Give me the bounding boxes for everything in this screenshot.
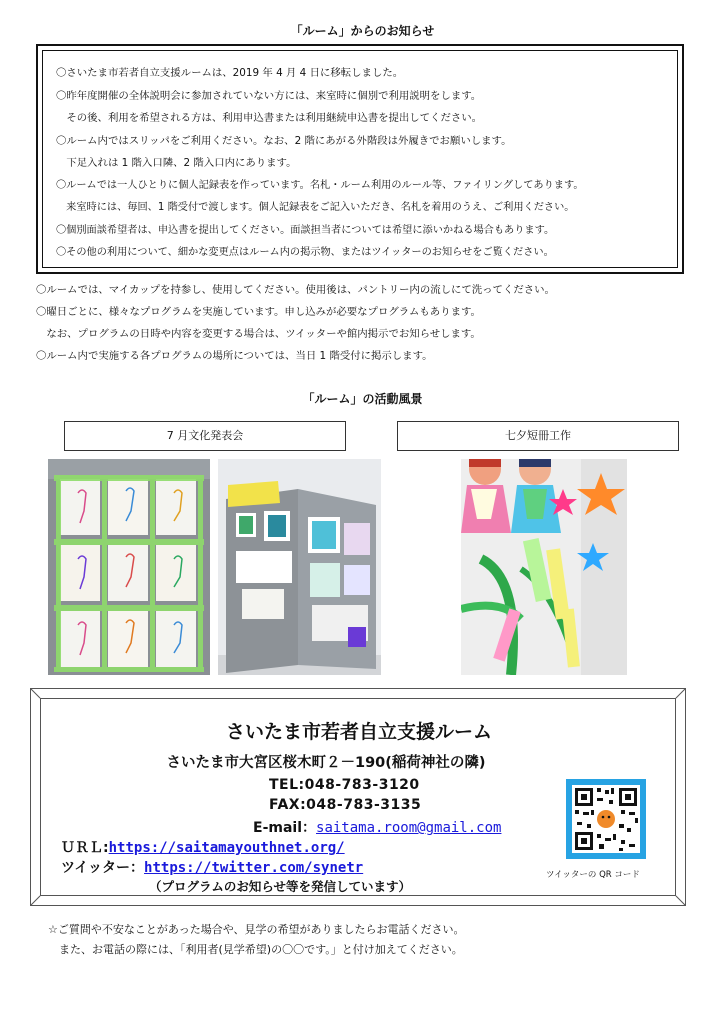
contact-box [30, 688, 686, 906]
url-label: ＵＲＬ: [61, 840, 109, 856]
notice-line: 〇個別面談希望者は、申込書を提出してください。面談担当者については希望に添いかねる場合もあります。 [56, 225, 555, 236]
footer-line: また、お電話の際には、「利用者(見学希望)の〇〇です。」と付け加えてください。 [48, 943, 463, 956]
twitter-link[interactable]: https://twitter.com/synetr [144, 860, 364, 876]
email-link[interactable]: saitama.room@gmail.com [316, 820, 502, 836]
notice-line: 〇ルームでは、マイカップを持参し、使用してください。使用後は、パントリー内の流しにて洗ってください。 [36, 284, 555, 296]
activity-label-tanabata: 七夕短冊工作 [397, 421, 679, 451]
notice-box [36, 44, 684, 274]
notice-line: 〇曜日ごとに、様々なプログラムを実施しています。申し込みが必要なプログラムもあります。 [36, 306, 481, 318]
notice-line: 〇さいたま市若者自立支援ルームは、2019 年 4 月 4 日に移転しました。 [56, 67, 404, 79]
qr-caption: ツイッターの QR コード [546, 870, 640, 880]
notice-line: なお、プログラムの日時や内容を変更する場合は、ツイッターや館内掲示でお知らせします。 [36, 328, 481, 340]
notice-line: 〇昨年度開催の全体説明会に参加されていない方には、来室時に個別で利用説明をします。 [56, 90, 482, 102]
qr-code-icon[interactable] [566, 779, 646, 859]
notice-line: 〇ルーム内で実施する各プログラムの場所については、当日 1 階受付に掲示します。 [36, 350, 433, 362]
notice-line: その後、利用を希望される方は、利用申込書または利用継続申込書を提出してください。 [56, 112, 483, 124]
notice-line: 〇その他の利用について、細かな変更点はルーム内の掲示物、またはツイッターのお知らせをご覧ください。 [56, 247, 554, 258]
notice-box-inner [42, 50, 678, 268]
photo-display-board [218, 459, 381, 675]
footer-line: ☆ご質問や不安なことがあった場合や、見学の希望がありましたらお電話ください。 [48, 923, 465, 936]
tel: TEL:048-783-3120 [269, 777, 420, 793]
notice-line: 下足入れは 1 階入口隣、2 階入口内にあります。 [56, 157, 297, 169]
email-row [253, 817, 501, 837]
twitter-label: ツイッター： [61, 860, 145, 876]
address: さいたま市大宮区桜木町２－190(稲荷神社の隣) [166, 755, 486, 771]
url-link[interactable]: https://saitamayouthnet.org/ [108, 840, 345, 856]
twitter-row [61, 857, 363, 877]
photo-tanabata [461, 459, 627, 675]
twitter-note: （プログラムのお知らせ等を発信しています） [149, 879, 412, 894]
notice-line: 来室時には、毎回、1 階受付で渡します。個人記録表をご記入いただき、名札を着用のうえ、ご利用ください。 [56, 202, 575, 213]
activity-label-culture-fest: 7 月文化発表会 [64, 421, 346, 451]
org-name: さいたま市若者自立支援ルーム [225, 721, 492, 743]
notice-line: 〇ルームでは一人ひとりに個人記録表を作っています。名札・ルーム利用のルール等、ファイリングしてあります。 [56, 180, 584, 191]
notices-heading: 「ルーム」からのお知らせ [290, 24, 435, 38]
email-label: E-mail： [253, 820, 317, 836]
activity-heading: 「ルーム」の活動風景 [302, 392, 423, 406]
notice-line: 〇ルーム内ではスリッパをご利用ください。なお、2 階にあがる外階段は外履きでお願いします。 [56, 135, 512, 147]
fax: FAX:048-783-3135 [269, 797, 422, 813]
url-row [61, 837, 345, 857]
photo-drawings-board [48, 459, 210, 675]
